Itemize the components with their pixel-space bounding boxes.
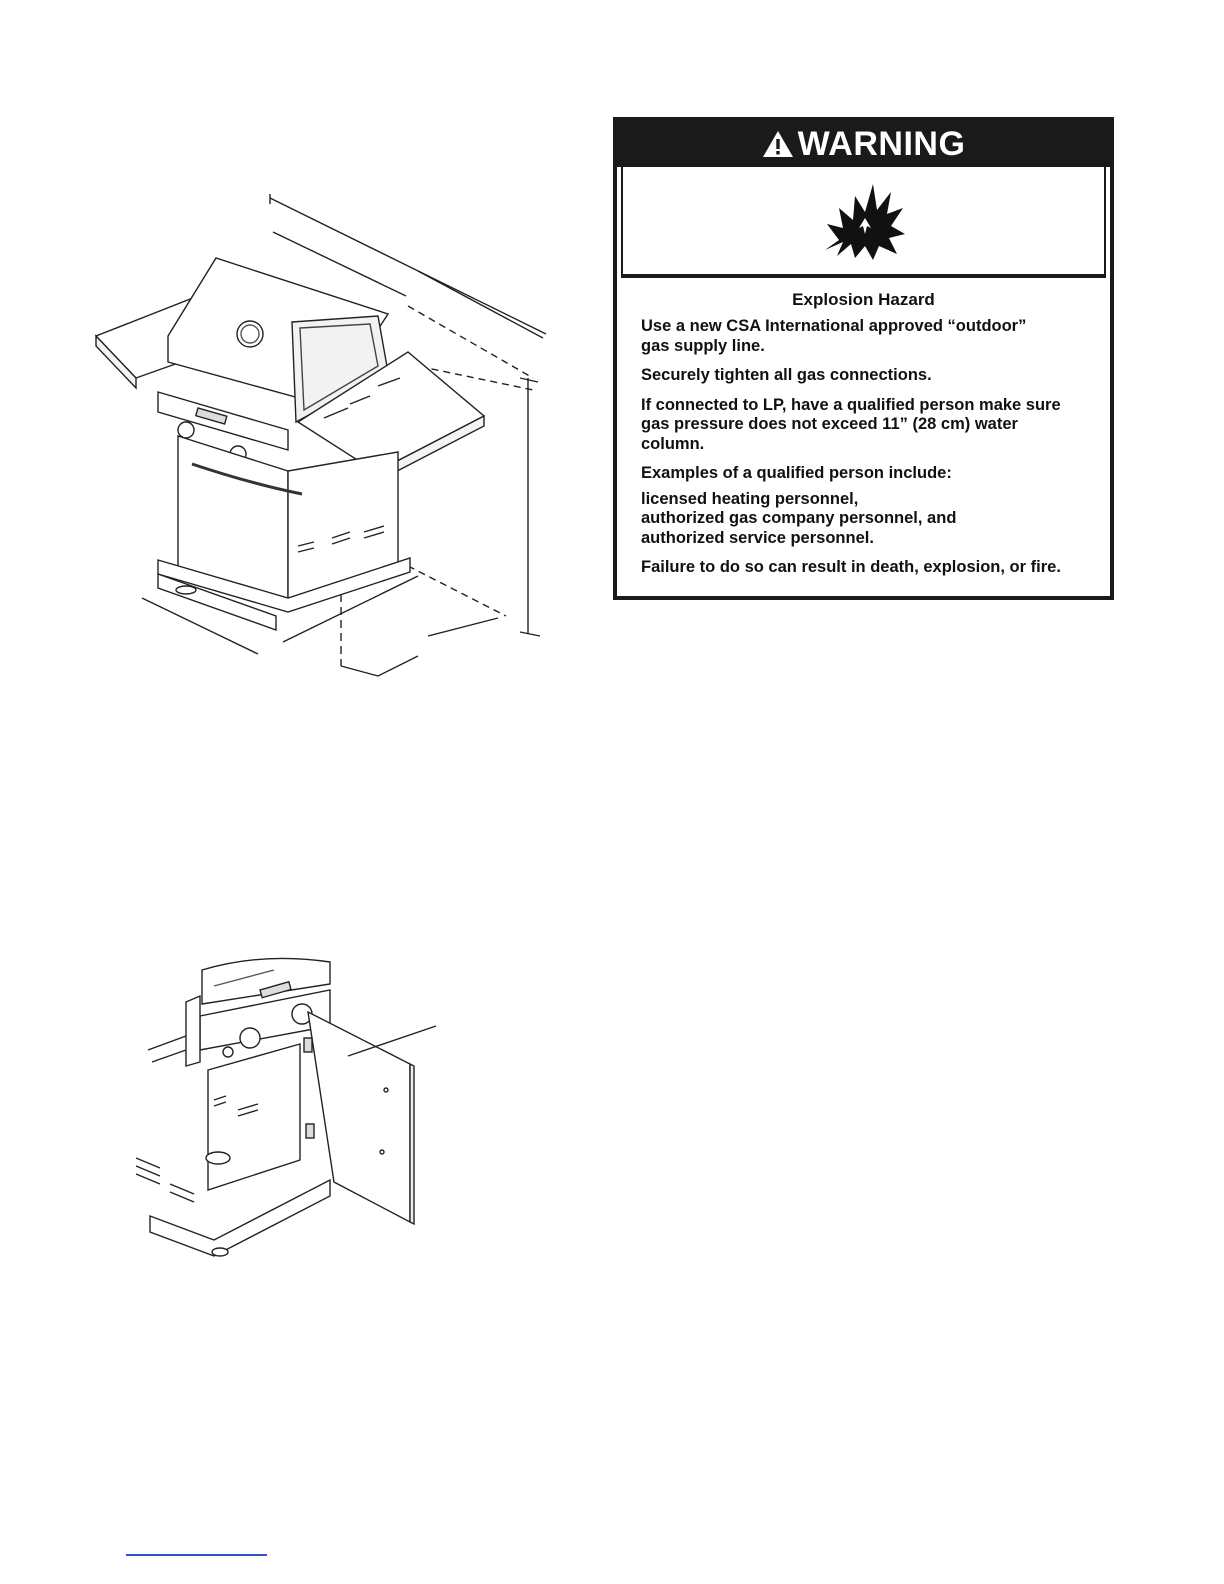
list-item: authorized service personnel. — [641, 528, 874, 547]
hazard-instruction: Examples of a qualified person include: — [641, 464, 952, 482]
warning-header — [617, 121, 1110, 167]
grill-dimension-diagram — [88, 186, 558, 686]
hazard-instruction: Securely tighten all gas connections. — [641, 366, 932, 384]
hazard-image-panel — [621, 167, 1106, 276]
list-item: authorized gas company personnel, and — [641, 509, 957, 527]
list-item: licensed heating personnel, — [641, 489, 859, 508]
explosion-icon — [821, 180, 907, 262]
qualified-person-list — [641, 490, 1086, 549]
warning-box — [613, 117, 1114, 600]
warning-label: WARNING — [797, 124, 966, 163]
cart-door-diagram — [130, 940, 450, 1270]
hazard-consequence: Failure to do so can result in death, explosion, or fire. — [641, 558, 1061, 576]
hazard-text-panel — [621, 275, 1106, 588]
hazard-title: Explosion Hazard — [792, 290, 935, 309]
alert-triangle-icon — [762, 130, 794, 158]
footer-link-underline[interactable] — [126, 1554, 267, 1556]
hazard-instruction: Use a new CSA International approved “outdoor” gas supply line. — [641, 317, 1027, 355]
hazard-instruction: If connected to LP, have a qualified person make sure gas pressure does not exceed 11” (28 cm) water column. — [641, 395, 1061, 453]
